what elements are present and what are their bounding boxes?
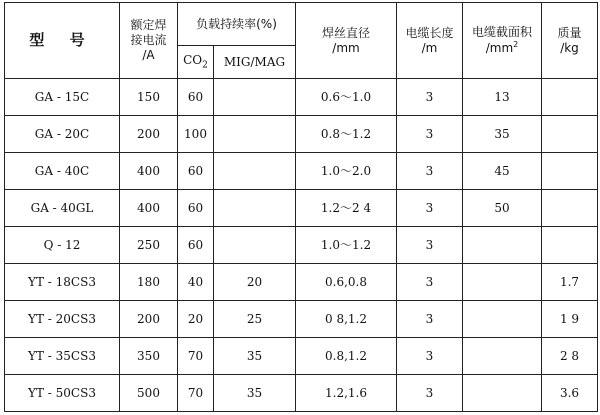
co2-duty-cell: 40: [178, 264, 214, 301]
cable-section-cell: [463, 375, 542, 412]
wire-diameter-cell: 0.6,0.8: [296, 264, 397, 301]
cable-section-cell: 13: [463, 79, 542, 116]
co2-duty-cell: 60: [178, 79, 214, 116]
table-row: [5, 153, 598, 190]
model-cell: YT - 35CS3: [5, 338, 120, 375]
co2-duty-cell: 60: [178, 190, 214, 227]
model-cell: YT - 20CS3: [5, 301, 120, 338]
model-cell: Q - 12: [5, 227, 120, 264]
model-cell: GA - 40GL: [5, 190, 120, 227]
mass-cell: 1 9: [542, 301, 598, 338]
table-row: [5, 79, 598, 116]
table-row: [5, 338, 598, 375]
co2-duty-cell: 70: [178, 375, 214, 412]
table-row: [5, 190, 598, 227]
co2-duty-cell: 20: [178, 301, 214, 338]
current-cell: 180: [120, 264, 178, 301]
model-cell: GA - 20C: [5, 116, 120, 153]
mass-cell: [542, 190, 598, 227]
mig-duty-cell: [214, 153, 296, 190]
mass-cell: 1.7: [542, 264, 598, 301]
co2-duty-cell: 60: [178, 227, 214, 264]
wire-diameter-cell: 0.6～1.0: [296, 79, 397, 116]
cable-length-cell: 3: [397, 190, 463, 227]
mass-cell: [542, 79, 598, 116]
mig-duty-cell: [214, 190, 296, 227]
current-cell: 500: [120, 375, 178, 412]
header-row-top: [5, 3, 598, 46]
wire-diameter-cell: 1.0～1.2: [296, 227, 397, 264]
current-cell: 400: [120, 153, 178, 190]
cable-length-cell: 3: [397, 375, 463, 412]
mass-cell: 2 8: [542, 338, 598, 375]
table-row: [5, 116, 598, 153]
model-cell: GA - 40C: [5, 153, 120, 190]
model-cell: GA - 15C: [5, 79, 120, 116]
cable-section-cell: [463, 227, 542, 264]
wire-diameter-cell: 1.2～2 4: [296, 190, 397, 227]
current-cell: 150: [120, 79, 178, 116]
current-cell: 250: [120, 227, 178, 264]
current-cell: 350: [120, 338, 178, 375]
cable-section-cell: [463, 301, 542, 338]
mig-duty-cell: 35: [214, 375, 296, 412]
model-header: 型 号: [5, 3, 120, 79]
mig-duty-cell: [214, 227, 296, 264]
cable-section-cell: 35: [463, 116, 542, 153]
duty-cycle-header: 负载持续率(%): [178, 3, 296, 46]
duty-mig-header: MIG/MAG: [214, 46, 296, 79]
wire-diameter-cell: 0.8,1.2: [296, 338, 397, 375]
co2-duty-cell: 60: [178, 153, 214, 190]
duty-co2-header: $CO_2$: [178, 46, 214, 79]
mig-duty-cell: 20: [214, 264, 296, 301]
wire-diameter-header: 焊丝直径 /mm: [296, 3, 397, 79]
wire-diameter-cell: 0.8～1.2: [296, 116, 397, 153]
rated-current-header: 额定焊 接电流 /A: [120, 3, 178, 79]
cable-section-cell: 45: [463, 153, 542, 190]
cable-length-cell: 3: [397, 264, 463, 301]
mig-duty-cell: [214, 116, 296, 153]
table-row: [5, 375, 598, 412]
table-row: [5, 227, 598, 264]
mass-cell: [542, 227, 598, 264]
table-row: [5, 301, 598, 338]
welding-gun-spec-table: [4, 2, 598, 412]
cable-section-cell: 50: [463, 190, 542, 227]
wire-diameter-cell: 1.2,1.6: [296, 375, 397, 412]
mass-cell: [542, 116, 598, 153]
mass-cell: 3.6: [542, 375, 598, 412]
model-cell: YT - 50CS3: [5, 375, 120, 412]
model-cell: YT - 18CS3: [5, 264, 120, 301]
cable-length-cell: 3: [397, 227, 463, 264]
cable-section-cell: [463, 264, 542, 301]
cable-length-cell: 3: [397, 79, 463, 116]
mass-cell: [542, 153, 598, 190]
cable-length-cell: 3: [397, 116, 463, 153]
cable-length-header: 电缆长度 /m: [397, 3, 463, 79]
cable-length-cell: 3: [397, 301, 463, 338]
current-cell: 200: [120, 116, 178, 153]
co2-duty-cell: 100: [178, 116, 214, 153]
co2-duty-cell: 70: [178, 338, 214, 375]
cable-length-cell: 3: [397, 153, 463, 190]
mig-duty-cell: 35: [214, 338, 296, 375]
cable-section-cell: [463, 338, 542, 375]
current-cell: 400: [120, 190, 178, 227]
cable-length-cell: 3: [397, 338, 463, 375]
wire-diameter-cell: 0 8,1.2: [296, 301, 397, 338]
mig-duty-cell: [214, 79, 296, 116]
wire-diameter-cell: 1.0～2.0: [296, 153, 397, 190]
mig-duty-cell: 25: [214, 301, 296, 338]
cable-section-header: 电缆截面积 $/mm^2$: [463, 3, 542, 79]
table-row: [5, 264, 598, 301]
mass-header: 质量 /kg: [542, 3, 598, 79]
current-cell: 200: [120, 301, 178, 338]
